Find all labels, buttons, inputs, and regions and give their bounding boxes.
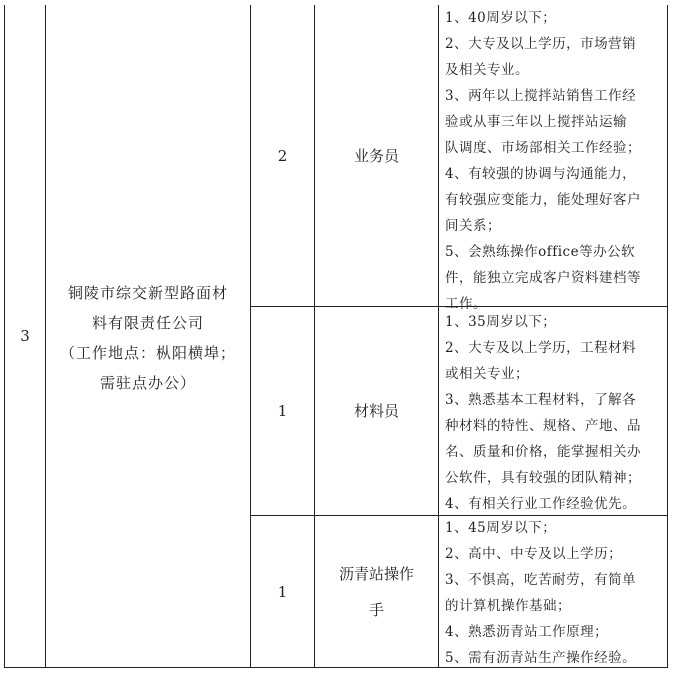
requirement-line: 件，能独立完成客户资料建档等 xyxy=(445,270,641,286)
requirement-line: 3、两年以上搅拌站销售工作经 xyxy=(445,88,637,104)
requirement-line: 2、大专及以上学历，市场营销 xyxy=(445,36,637,52)
position-count xyxy=(251,516,314,667)
position-count xyxy=(251,5,314,306)
requirement-line: 或相关专业； xyxy=(445,366,529,382)
requirement-line: 的计算机操作基础； xyxy=(445,598,571,614)
requirement-line: 2、高中、中专及以上学历； xyxy=(445,546,623,562)
job-table xyxy=(4,5,668,668)
position-title xyxy=(315,307,438,515)
company-cell xyxy=(46,5,250,667)
requirement-line: 3、不惧高，吃苦耐劳，有简单 xyxy=(445,572,637,588)
rule xyxy=(438,5,439,668)
company-location-line2: 需驻点办公） xyxy=(99,374,196,392)
requirement-line: 工作。 xyxy=(445,296,487,312)
position-title xyxy=(315,516,438,667)
position-title xyxy=(315,5,438,306)
requirement-line: 2、大专及以上学历，工程材料 xyxy=(445,340,637,356)
position-count-text: 2 xyxy=(277,146,288,165)
requirement-line: 名、质量和价格，能掌握相关办 xyxy=(445,444,641,460)
requirement-line: 公软件，具有较强的团队精神； xyxy=(445,470,641,486)
company-name-line2: 料有限责任公司 xyxy=(91,314,204,332)
requirement-line: 队调度、市场部相关工作经验； xyxy=(445,140,641,156)
requirement-line: 4、熟悉沥青站工作原理； xyxy=(445,624,609,640)
rule xyxy=(667,5,668,668)
company-name-line1: 铜陵市综交新型路面材 xyxy=(67,284,228,302)
position-count-text: 1 xyxy=(277,582,288,601)
requirement-line: 及相关专业。 xyxy=(445,62,529,78)
company-location-line1: （工作地点：枞阳横埠； xyxy=(59,344,236,362)
requirements-list xyxy=(445,5,641,317)
position-title-line2: 手 xyxy=(368,600,384,619)
requirement-line: 5、需有沥青站生产操作经验。 xyxy=(445,650,637,666)
position-title-line1: 沥青站操作 xyxy=(338,564,414,583)
requirement-line: 5、会熟练操作office等办公软 xyxy=(445,244,636,260)
position-title-text: 材料员 xyxy=(353,402,399,420)
requirement-line: 1、40周岁以下； xyxy=(445,10,557,26)
position-count-text: 1 xyxy=(277,402,288,420)
requirement-line: 间关系； xyxy=(445,218,501,234)
requirement-line: 验或从事三年以上搅拌站运输 xyxy=(445,114,627,130)
requirements-list xyxy=(445,515,636,671)
row-number xyxy=(5,5,45,667)
requirement-line: 种材料的特性、规格、产地、品 xyxy=(445,418,641,434)
requirement-line: 1、45周岁以下； xyxy=(445,520,557,536)
requirement-line: 4、有较强的协调与沟通能力， xyxy=(445,166,637,182)
requirement-line: 3、熟悉基本工程材料，了解各 xyxy=(445,392,637,408)
requirement-line: 1、35周岁以下； xyxy=(445,314,557,330)
row-number-text: 3 xyxy=(20,327,30,345)
requirements-list xyxy=(445,309,641,517)
requirement-line: 有较强应变能力，能处理好客户 xyxy=(445,192,641,208)
requirement-line: 4、有相关行业工作经验优先。 xyxy=(445,496,637,512)
position-count xyxy=(251,307,314,515)
position-title-text: 业务员 xyxy=(353,146,399,165)
